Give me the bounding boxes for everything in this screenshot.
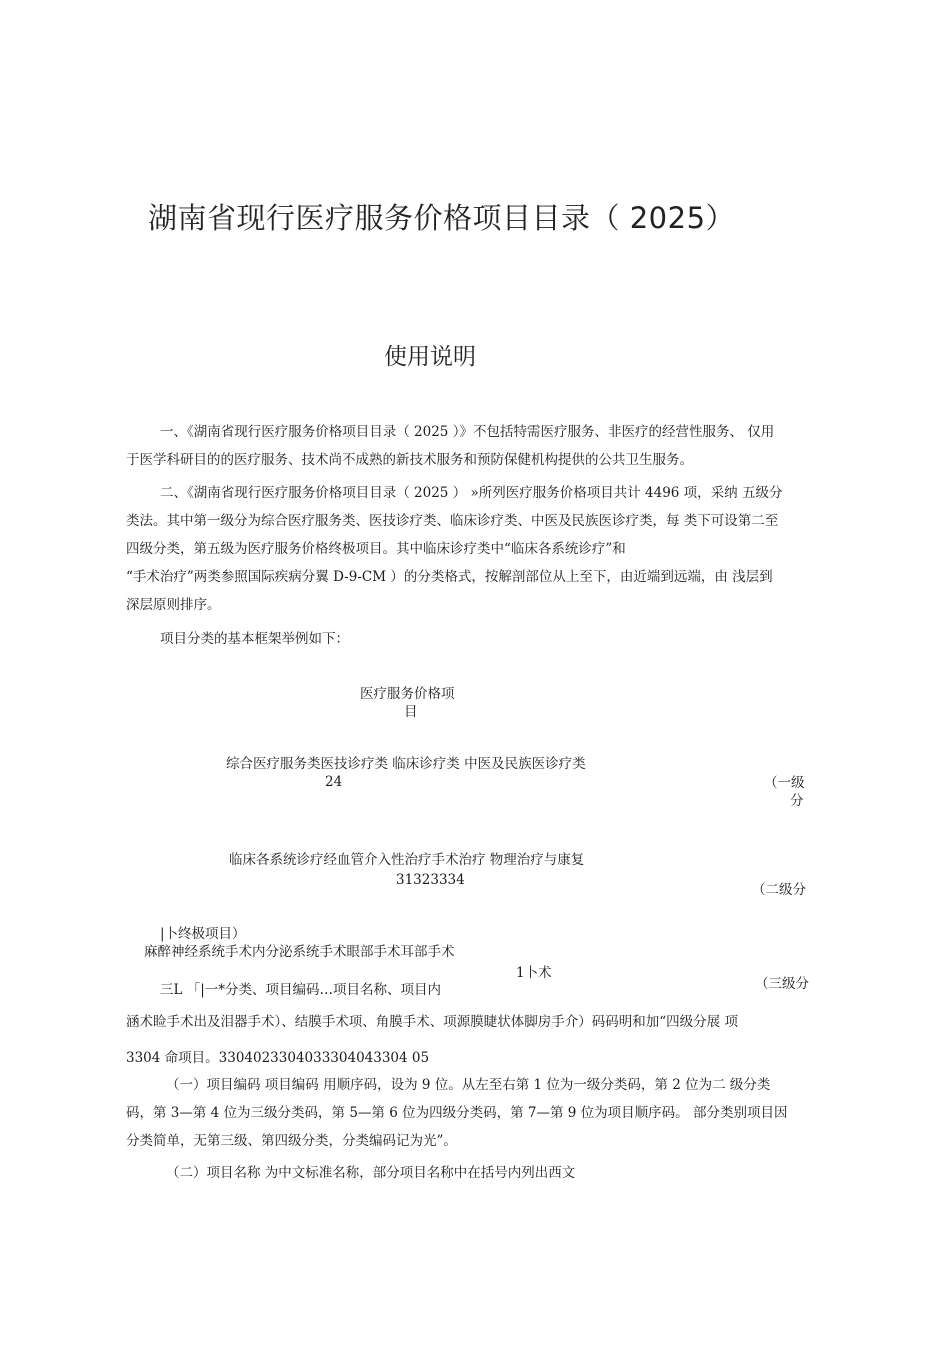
document-subtitle: 使用说明 [384, 344, 476, 370]
diagram-root-label: 医疗服务价格项 [360, 686, 455, 702]
diagram-level3-side: 1卜术 [516, 965, 552, 981]
section-2-line: （二）项目名称 为中文标准名称，部分项目名称中在括号内列出西文 [166, 1165, 576, 1181]
diagram-level3-tag: （三级分 [755, 976, 809, 992]
diagram-level4-codes: 3304 命项目。3304023304033304043304 05 [126, 1050, 430, 1066]
paragraph-2-line: 二、《湖南省现行医疗服务价格项目目录（ 2025 ） »所列医疗服务价格项目共计 4496 项，采纳 五级分 [160, 485, 783, 501]
section-1-line: 码，第 3—第 4 位为三级分类码，第 5—第 6 位为四级分类码，第 7—第 9 位为项目顺序码。 部分类别项目因 [126, 1105, 788, 1121]
framework-intro: 项目分类的基本框架举例如下： [160, 631, 349, 647]
diagram-final-label: |卜终极项目） [160, 926, 246, 942]
paragraph-1-line: 于医学科研目的的医疗服务、技术尚不成熟的新技术服务和预防保健机构提供的公共卫生服务。 [126, 452, 693, 468]
diagram-level2-codes: 31323334 [396, 872, 465, 888]
section-1-line: 分类简单，无第三级、第四级分类，分类编码记为光”。 [126, 1133, 457, 1149]
diagram-level3-items: 麻醉神经系统手术内分泌系统手术眼部手术耳部手术 [144, 944, 455, 960]
diagram-root-label: 目 [404, 704, 418, 720]
paragraph-2-line: “手术治疗”两类参照国际疾病分翼 D-9-CM ）的分类格式，按解剖部位从上至下，由近端到远端，由 浅层到 [126, 569, 773, 585]
diagram-level2-tag: （二级分 [752, 882, 806, 898]
paragraph-2-line: 四级分类，第五级为医疗服务价格终极项目。其中临床诊疗类中“临床各系统诊疗”和 [126, 541, 626, 557]
paragraph-1-line: 一、《湖南省现行医疗服务价格项目目录（ 2025 ）》不包括特需医疗服务、非医疗的经营性服务、 仅用 [160, 424, 775, 440]
diagram-level1-code: 24 [325, 774, 343, 790]
diagram-level1-tag: 分 [790, 793, 804, 809]
document-title: 湖南省现行医疗服务价格项目目录（ 2025） [148, 201, 736, 235]
diagram-legend: 三L 「|一*分类、项目编码…项目名称、项目内 [160, 982, 442, 998]
diagram-level1-items: 综合医疗服务类医技诊疗类 临床诊疗类 中医及民族医诊疗类 [226, 756, 586, 772]
section-project-code [126, 1071, 856, 1155]
paragraph-2-line: 深层原则排序。 [126, 597, 221, 613]
paragraph-2-line: 类法。其中第一级分为综合医疗服务类、医技诊疗类、临床诊疗类、中医及民族医诊疗类，每 类下可设第二至 [126, 513, 779, 529]
diagram-level4-text: 涵术睑手术出及泪器手术）、结膜手术项、角膜手术、项源膜睫状体脚房手介）码码明和加“四级分展 项 [126, 1014, 738, 1030]
diagram-level2-items: 临床各系统诊疗经血管介入性治疗手术治疗 物理治疗与康复 [229, 852, 585, 868]
diagram-level1-tag: （一级 [764, 775, 805, 791]
section-project-name [126, 1159, 856, 1187]
section-1-line: （一）项目编码 项目编码 用顺序码，设为 9 位。从左至右第 1 位为一级分类码，第 2 位为二 级分类 [166, 1077, 771, 1093]
paragraph-2 [126, 479, 856, 619]
paragraph-1 [126, 418, 856, 474]
